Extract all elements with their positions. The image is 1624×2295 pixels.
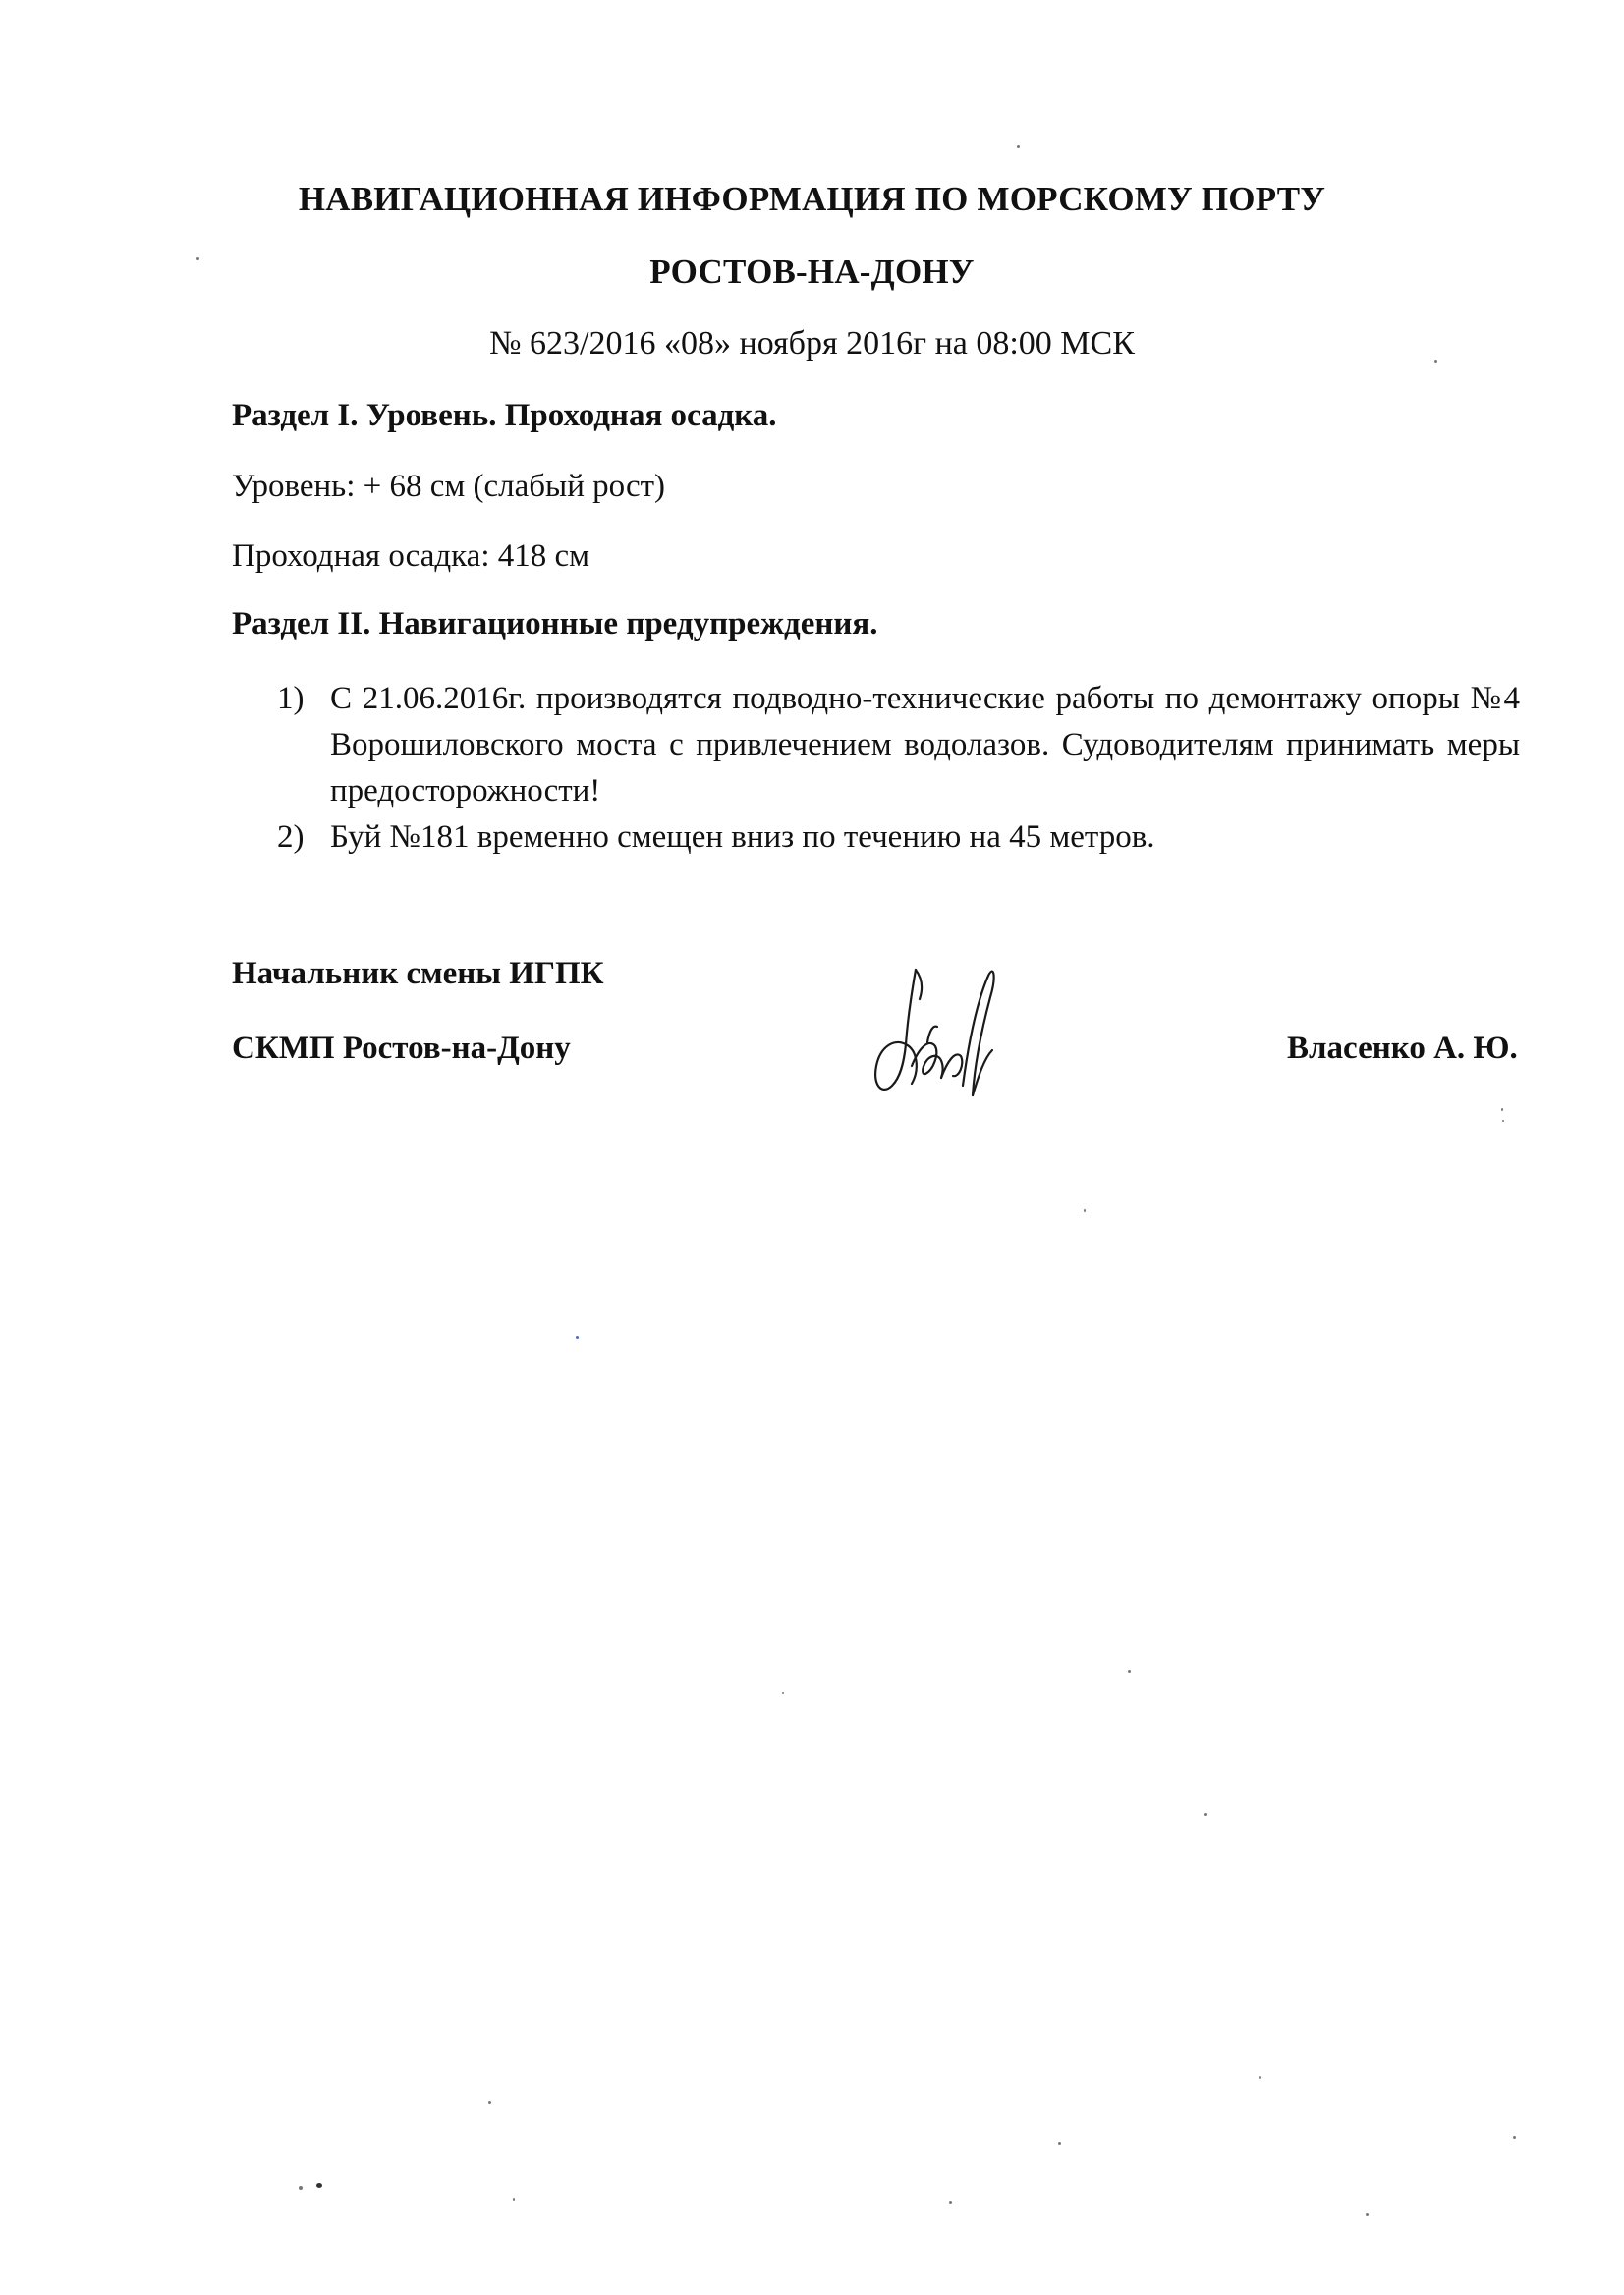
scan-speck — [299, 2186, 303, 2190]
section-1-heading: Раздел I. Уровень. Проходная осадка. — [232, 398, 777, 433]
scan-speck — [576, 1336, 579, 1339]
warning-number: 2) — [277, 819, 305, 855]
scan-speck — [513, 2198, 515, 2201]
scan-speck — [949, 2201, 952, 2204]
scan-speck — [1366, 2213, 1369, 2216]
warning-item — [277, 676, 1520, 814]
scan-speck — [1204, 1813, 1207, 1816]
handwritten-signature — [865, 948, 1012, 1110]
signatory-name: Власенко А. Ю. — [1287, 1031, 1518, 1066]
scan-speck — [316, 2183, 322, 2188]
passage-draft-line: Проходная осадка: 418 см — [232, 538, 590, 574]
warning-number: 1) — [277, 681, 305, 716]
scan-speck — [196, 257, 199, 260]
scan-speck — [1128, 1670, 1131, 1673]
document-title: НАВИГАЦИОННАЯ ИНФОРМАЦИЯ ПО МОРСКОМУ ПОРТУ — [298, 180, 1326, 218]
scan-speck — [1502, 1120, 1504, 1122]
scan-speck — [1058, 2142, 1061, 2145]
scan-speck — [1259, 2076, 1261, 2079]
scan-speck — [1084, 1209, 1086, 1212]
scan-speck — [1501, 1108, 1503, 1111]
scan-speck — [1017, 145, 1020, 148]
scan-speck — [1434, 360, 1437, 363]
document-number-date: № 623/2016 «08» ноября 2016г на 08:00 МСК — [489, 325, 1135, 362]
signatory-role: Начальник смены ИГПК — [232, 956, 604, 991]
scan-speck — [488, 2101, 491, 2104]
warning-text: С 21.06.2016г. производятся подводно-технические работы по демонтажу опоры №4 Ворошиловского моста с привлечением водолазов. Судоводителям принимать меры предосторожности! — [330, 681, 1520, 809]
scan-speck — [1513, 2136, 1516, 2139]
signatory-organization: СКМП Ростов-на-Дону — [232, 1031, 571, 1066]
water-level-line: Уровень: + 68 см (слабый рост) — [232, 469, 666, 504]
scan-speck — [782, 1692, 784, 1694]
warning-text: Буй №181 временно смещен вниз по течению на 45 метров. — [330, 819, 1155, 855]
section-2-heading: Раздел II. Навигационные предупреждения. — [232, 606, 878, 642]
warning-item — [277, 814, 1520, 861]
document-subtitle: РОСТОВ-НА-ДОНУ — [649, 252, 975, 291]
navigation-warnings-list — [277, 676, 1520, 861]
